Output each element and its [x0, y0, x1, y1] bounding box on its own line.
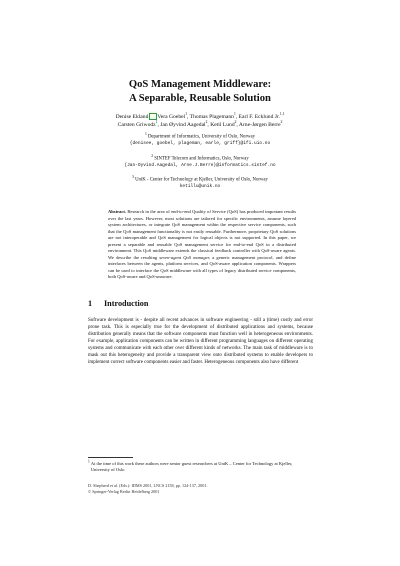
title-line-2: A Separable, Reusable Solution [129, 93, 271, 104]
imprint [88, 483, 207, 495]
section-number: 1 [88, 299, 93, 308]
affiliation-mark: 1 [155, 120, 158, 125]
affiliation-mark: 2 [280, 120, 283, 125]
author-name: , Earl F. Ecklund Jr. [235, 114, 280, 120]
title-line-1: QoS Management Middleware: [128, 79, 272, 90]
affiliation-2 [0, 156, 400, 169]
author-list [0, 113, 400, 129]
footnote [88, 461, 313, 473]
affiliation-3 [0, 177, 400, 190]
affiliation-1 [0, 134, 400, 147]
affiliation-mark: 2 [234, 120, 237, 125]
abstract-text-2: a generic management protocol, and define interfaces between the agents, platform services, and QoS-aware application components. Wrappers can be used to interface the QoS middleware with all types of legacy distributed service components, both QoS-aware and QoS-unaware. [108, 254, 296, 280]
affiliation-mark: 1,1 [279, 112, 285, 117]
abstract-text: Research in the area of end-to-end Quality of Service (QoS) has produced important results over the last years. However, most solutions are tailored for specific environments, assume layered system architectures, or integrate QoS management within the respective service components, such that the QoS management functionality is not easily reusable. Furthermore, proprietary QoS solutions are not interoperable and QoS management for logical objects is not supported. In this paper, we present a separable and reusable QoS management service for end-to-end QoS in a distributed environment. This QoS middleware extends the classical feedback controller with QoS-aware agents. We describe the resulting [108, 209, 296, 260]
authors-line-2 [0, 121, 400, 129]
affiliation-name: Department of Informatics, University of Oslo, Norway [147, 134, 256, 140]
paper-title [0, 78, 400, 106]
author-name: , Thomas Plagemann [186, 114, 234, 120]
author-name: Carsten Griwodz [117, 122, 156, 128]
section-heading [88, 299, 148, 308]
affiliation-mark: 1 [233, 112, 236, 117]
affiliation-mark: 1 [185, 112, 187, 117]
affiliation-email: {denisee, goebel, plageman, earle, griff}@ifi.uio.no [129, 140, 271, 146]
imprint-citation: D. Shepherd et al. (Eds.): IDMS 2001, LNCS 2158, pp. 124-137, 2001. [88, 483, 208, 488]
author-name: , Ketil Lund [207, 122, 235, 128]
affiliation-email: ketillu@unik.no [179, 183, 221, 189]
section-title: Introduction [104, 299, 149, 308]
abstract-italic: seven-agent QoS manager, [159, 254, 211, 260]
abstract [108, 209, 296, 281]
abstract-label: Abstract. [108, 209, 127, 214]
footnote-text: At the time of this work these authors were senior guest researchers at UniK – Center for Technology at Kjeller, University of Oslo. [90, 461, 293, 473]
imprint-copyright: © Springer-Verlag Berlin Heidelberg 2001 [88, 489, 160, 494]
body-paragraph: Software development is - despite all recent advances in software engineering - still a (time) costly and error prone task. This is especially true for the development of distributed applications and systems, because distribution generally means that the software components must function well in heterogeneous environments. For example, application components can be written in different programming languages on different operating systems and communicate with each other over different kinds of networks. The main task of middleware is to mask out this heterogeneity and provide a transparent view onto distributed systems to enable developers to implement correct software components easier and faster. Heterogeneous components also have different [88, 318, 313, 365]
affiliation-mark: 1 [144, 132, 147, 136]
author-name: Denise Ekland [115, 114, 149, 120]
authors-line-1 [0, 113, 400, 121]
affiliation-name: SINTEF Telecom and Informatics, Oslo, Norway [154, 156, 249, 162]
affiliation-email: {Jan-Oyvind.Aagedal, Arne.J.Berre}@informatics.sintef.no [124, 162, 276, 168]
author-name: , Arne-Jørgen Berre [236, 122, 281, 128]
affiliation-mark: 3 [132, 175, 134, 179]
author-name: Vera Goebel [157, 114, 186, 120]
affiliation-mark: 2 [151, 154, 154, 158]
footnote-rule [88, 457, 133, 458]
affiliation-mark: 2 [205, 120, 208, 125]
footnote-mark: 1 [88, 459, 90, 464]
affiliation-name: UniK - Center for Technology at Kjeller, University of Oslo, Norway [135, 177, 268, 183]
author-name: , Jan Øyvind Aagedal [157, 122, 206, 128]
